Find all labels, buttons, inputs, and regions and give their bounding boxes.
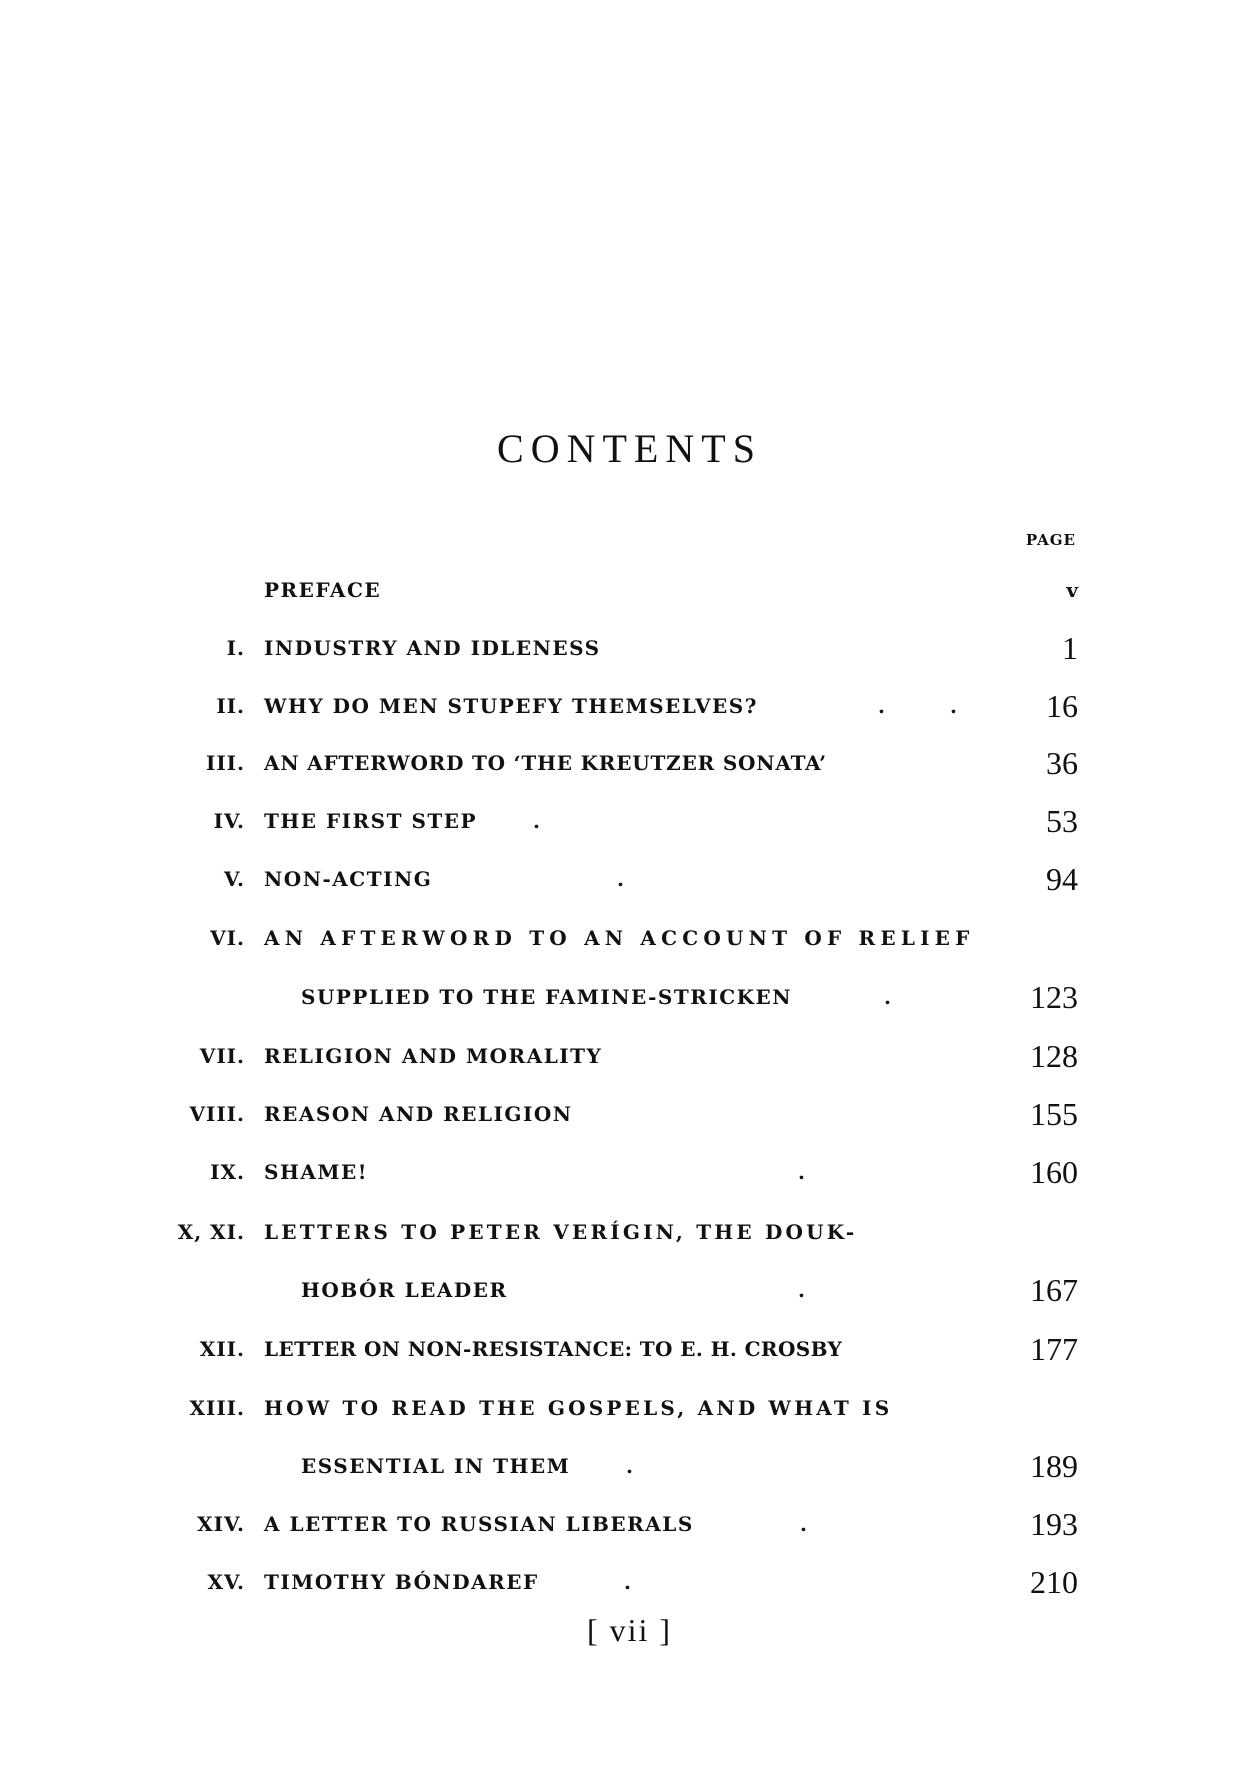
entry-title: THE FIRST STEP <box>264 809 478 833</box>
entry-number: X, XI. <box>177 1220 245 1244</box>
leader-dot: . <box>884 985 891 1009</box>
entry-page: 177 <box>1030 1331 1078 1367</box>
entry-title: INDUSTRY AND IDLENESS <box>264 636 601 660</box>
leader-dot: . <box>798 1278 805 1302</box>
entry-page: 189 <box>1030 1448 1078 1484</box>
entry-title: A LETTER TO RUSSIAN LIBERALS <box>264 1512 694 1536</box>
entry-number: VI. <box>210 926 245 950</box>
entry-page: 155 <box>1030 1096 1078 1132</box>
entry-page: 94 <box>1046 861 1078 897</box>
entry-title: AN AFTERWORD TO ‘THE KREUTZER SONATA’ <box>264 751 827 775</box>
entry-title: WHY DO MEN STUPEFY THEMSELVES? <box>264 694 758 718</box>
toc-entry-continuation[interactable] <box>0 1448 1259 1494</box>
toc-entry[interactable] <box>0 1220 1259 1260</box>
entry-title: REASON AND RELIGION <box>264 1102 573 1126</box>
entry-page: 167 <box>1030 1272 1078 1308</box>
entry-page: 123 <box>1030 979 1078 1015</box>
toc-entry[interactable] <box>0 745 1259 791</box>
toc-entry-continuation[interactable] <box>0 1272 1259 1318</box>
toc-entry[interactable] <box>0 1396 1259 1436</box>
entry-number: XIII. <box>189 1396 245 1420</box>
page-title: CONTENTS <box>497 426 762 471</box>
page-folio: [ vii ] <box>586 1612 673 1648</box>
toc-entry[interactable] <box>0 630 1259 676</box>
leader-dot: . <box>878 694 885 718</box>
entry-page: 160 <box>1030 1154 1078 1190</box>
entry-title: LETTERS TO PETER VERÍGIN, THE DOUK- <box>264 1220 858 1244</box>
leader-dot: . <box>533 809 540 833</box>
entry-page: 210 <box>1030 1564 1078 1600</box>
entry-page: 53 <box>1046 803 1078 839</box>
toc-entry[interactable] <box>0 1096 1259 1142</box>
toc-entry[interactable] <box>0 1154 1259 1200</box>
entry-number: III. <box>205 751 245 775</box>
toc-entry-continuation[interactable] <box>0 979 1259 1025</box>
toc-entry[interactable] <box>0 1038 1259 1084</box>
entry-title-continued: SUPPLIED TO THE FAMINE-STRICKEN <box>301 985 793 1009</box>
entry-number: V. <box>224 867 245 891</box>
page-column-label: PAGE <box>1025 531 1076 549</box>
entry-page: 193 <box>1030 1506 1078 1542</box>
entry-number: I. <box>226 636 245 660</box>
leader-dot: . <box>798 1160 805 1184</box>
toc-entry[interactable] <box>0 1564 1259 1610</box>
entry-title: LETTER ON NON-RESISTANCE: TO E. H. CROSBY <box>264 1337 843 1361</box>
toc-entry[interactable] <box>0 578 1259 618</box>
entry-title-continued: ESSENTIAL IN THEM <box>301 1454 571 1478</box>
entry-page: v <box>1066 578 1078 602</box>
entry-title: HOW TO READ THE GOSPELS, AND WHAT IS <box>264 1396 893 1420</box>
entry-number: XIV. <box>197 1512 245 1536</box>
entry-number: IX. <box>210 1160 245 1184</box>
entry-title: SHAME! <box>264 1160 369 1184</box>
toc-entry[interactable] <box>0 1506 1259 1552</box>
toc-entry[interactable] <box>0 1331 1259 1377</box>
leader-dot: . <box>624 1570 631 1594</box>
entry-page: 1 <box>1062 630 1078 666</box>
leader-dot: . <box>617 867 624 891</box>
entry-number: XV. <box>207 1570 245 1594</box>
toc-entry[interactable] <box>0 688 1259 734</box>
leader-dot: . <box>800 1512 807 1536</box>
leader-dot: . <box>626 1454 633 1478</box>
entry-page: 128 <box>1030 1038 1078 1074</box>
leader-dot: . <box>950 694 957 718</box>
entry-number: II. <box>216 694 245 718</box>
entry-title-continued: HOBÓR LEADER <box>301 1278 508 1302</box>
entry-title: TIMOTHY BÓNDAREF <box>264 1570 539 1594</box>
entry-number: IV. <box>213 809 245 833</box>
entry-number: XII. <box>199 1337 245 1361</box>
entry-page: 36 <box>1046 745 1078 781</box>
toc-entry[interactable] <box>0 926 1259 966</box>
entry-title: RELIGION AND MORALITY <box>264 1044 603 1068</box>
toc-entry[interactable] <box>0 861 1259 907</box>
toc-entry[interactable] <box>0 803 1259 849</box>
entry-title: NON-ACTING <box>264 867 433 891</box>
entry-title: PREFACE <box>264 578 382 602</box>
entry-number: VII. <box>199 1044 245 1068</box>
entry-number: VIII. <box>189 1102 245 1126</box>
entry-title: AN AFTERWORD TO AN ACCOUNT OF RELIEF <box>264 926 975 950</box>
entry-page: 16 <box>1046 688 1078 724</box>
